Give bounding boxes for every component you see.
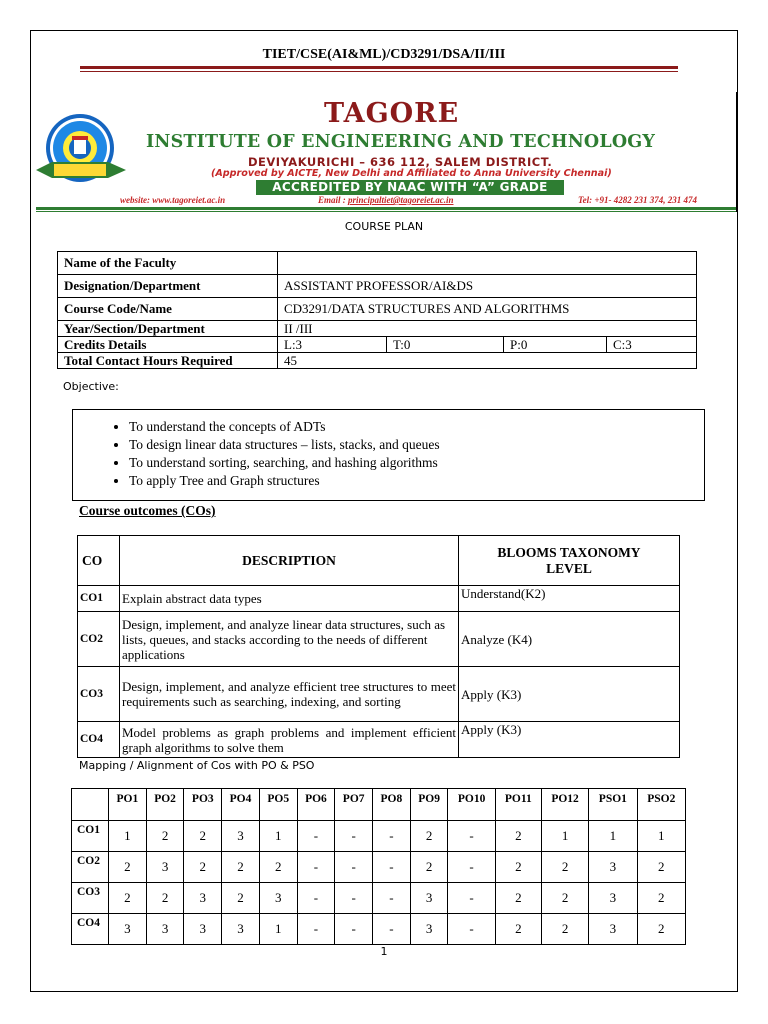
page-title: COURSE PLAN [344, 220, 424, 233]
mapping-col-header: PO11 [495, 789, 541, 821]
mapping-col-header: PO4 [222, 789, 260, 821]
mapping-col-header: PO1 [109, 789, 147, 821]
table-row [78, 722, 680, 758]
col-blooms: BLOOMS TAXONOMY LEVEL [459, 536, 680, 586]
mapping-row-header: CO1 [72, 821, 109, 852]
mapping-row-header: CO3 [72, 883, 109, 914]
mapping-cell: 2 [541, 883, 588, 914]
mapping-cell: 3 [410, 883, 448, 914]
mapping-cell: 3 [589, 883, 637, 914]
co-level: Understand(K2) [459, 586, 680, 612]
mapping-cell: 3 [259, 883, 297, 914]
mapping-col-header: PO9 [410, 789, 448, 821]
email-label: Email : [318, 195, 349, 205]
course-label: Course Code/Name [58, 298, 278, 321]
mapping-cell: - [335, 821, 373, 852]
accreditation-banner: ACCREDITED BY NAAC WITH “A” GRADE [256, 180, 564, 195]
faculty-name-label: Name of the Faculty [58, 252, 278, 275]
approval-note: (Approved by AICTE, New Delhi and Affiliated to Anna University Chennai) [211, 168, 612, 179]
mapping-cell: 3 [146, 914, 184, 945]
mapping-cell: - [335, 852, 373, 883]
faculty-table [57, 251, 697, 369]
mapping-cell: - [297, 852, 335, 883]
mapping-cell: 3 [184, 914, 222, 945]
mapping-row-header: CO4 [72, 914, 109, 945]
institution-logo [34, 108, 130, 188]
mapping-cell: 3 [589, 914, 637, 945]
mapping-col-header: PO5 [259, 789, 297, 821]
mapping-cell: 1 [589, 821, 637, 852]
mapping-cell: - [448, 914, 495, 945]
table-row [78, 612, 680, 667]
list-item: • To design linear data structures – lists, stacks, and queues [129, 436, 704, 454]
mapping-col-header: PO10 [448, 789, 495, 821]
course-value: CD3291/DATA STRUCTURES AND ALGORITHMS [278, 298, 697, 321]
mapping-cell: 3 [184, 883, 222, 914]
table-row [58, 321, 697, 337]
mapping-cell: 2 [541, 852, 588, 883]
mapping-cell: 2 [495, 883, 541, 914]
header-divider [36, 207, 736, 210]
hours-value: 45 [278, 353, 697, 369]
co-description: Explain abstract data types [120, 586, 459, 612]
mapping-cell: - [448, 883, 495, 914]
table-row [58, 275, 697, 298]
credits-label: Credits Details [58, 337, 278, 353]
credit-p: P:0 [504, 337, 607, 353]
table-row [58, 353, 697, 369]
table-header-row [78, 536, 680, 586]
table-row [72, 852, 686, 883]
table-row [58, 252, 697, 275]
mapping-cell: 1 [109, 821, 147, 852]
website-link[interactable]: website: www.tagoreiet.ac.in [120, 195, 226, 205]
mapping-cell: - [297, 914, 335, 945]
mapping-cell: 2 [410, 852, 448, 883]
mapping-cell: 2 [541, 914, 588, 945]
credit-l: L:3 [278, 337, 387, 353]
co-level: Analyze (K4) [459, 612, 680, 667]
mapping-cell: - [373, 821, 411, 852]
email-line [318, 195, 454, 205]
co-id: CO2 [78, 612, 120, 667]
mapping-cell: 2 [637, 883, 685, 914]
mapping-cell: 3 [589, 852, 637, 883]
mapping-cell: 3 [146, 852, 184, 883]
mapping-cell: - [297, 883, 335, 914]
mapping-col-header: PO8 [373, 789, 411, 821]
corner-cell [72, 789, 109, 821]
mapping-col-header: PO6 [297, 789, 335, 821]
mapping-cell: 3 [410, 914, 448, 945]
co-id: CO3 [78, 667, 120, 722]
co-description: Design, implement, and analyze efficient tree structures to meet requirements such as searching, indexing, and sorting [120, 667, 459, 722]
page-number: 1 [380, 945, 388, 958]
list-item: • To apply Tree and Graph structures [129, 472, 704, 490]
table-row [58, 298, 697, 321]
co-description: Design, implement, and analyze linear data structures, such as lists, queues, and stacks according to the needs of different applications [120, 612, 459, 667]
mapping-cell: 3 [222, 821, 260, 852]
faculty-name-value [278, 252, 697, 275]
mapping-cell: 2 [222, 852, 260, 883]
mapping-cell: - [373, 852, 411, 883]
co-level: Apply (K3) [459, 667, 680, 722]
outcomes-heading: Course outcomes (COs) [79, 503, 216, 518]
list-item: • To understand the concepts of ADTs [129, 418, 704, 436]
mapping-cell: 2 [410, 821, 448, 852]
mapping-cell: - [373, 883, 411, 914]
mapping-cell: 2 [109, 883, 147, 914]
mapping-col-header: PSO1 [589, 789, 637, 821]
mapping-table [71, 788, 686, 945]
mapping-cell: - [297, 821, 335, 852]
document-code: TIET/CSE(AI&ML)/CD3291/DSA/II/III [262, 47, 506, 62]
designation-value: ASSISTANT PROFESSOR/AI&DS [278, 275, 697, 298]
mapping-cell: 2 [259, 852, 297, 883]
year-label: Year/Section/Department [58, 321, 278, 337]
table-row [78, 586, 680, 612]
mapping-cell: 1 [541, 821, 588, 852]
table-row [78, 667, 680, 722]
objective-box [72, 409, 705, 501]
mapping-cell: 2 [495, 914, 541, 945]
year-value: II /III [278, 321, 697, 337]
mapping-cell: - [335, 914, 373, 945]
margin-line [736, 92, 738, 212]
co-id: CO4 [78, 722, 120, 758]
mapping-cell: 1 [259, 821, 297, 852]
objective-label: Objective: [63, 380, 119, 393]
mapping-cell: 2 [495, 852, 541, 883]
mapping-cell: 2 [495, 821, 541, 852]
co-level: Apply (K3) [459, 722, 680, 758]
outcomes-table [77, 535, 680, 758]
mapping-cell: 2 [109, 852, 147, 883]
col-description: DESCRIPTION [120, 536, 459, 586]
mapping-label: Mapping / Alignment of Cos with PO & PSO [79, 759, 315, 772]
table-row [72, 821, 686, 852]
co-id: CO1 [78, 586, 120, 612]
designation-label: Designation/Department [58, 275, 278, 298]
mapping-col-header: PO2 [146, 789, 184, 821]
col-co: CO [78, 536, 120, 586]
mapping-cell: 2 [637, 914, 685, 945]
mapping-cell: 2 [184, 852, 222, 883]
telephone: Tel: +91- 4282 231 374, 231 474 [578, 195, 698, 205]
mapping-cell: 2 [637, 852, 685, 883]
header-rule-thin [80, 71, 678, 72]
mapping-cell: 1 [637, 821, 685, 852]
mapping-cell: 1 [259, 914, 297, 945]
table-row [58, 337, 697, 353]
mapping-cell: 2 [222, 883, 260, 914]
objective-list [73, 418, 704, 490]
mapping-col-header: PSO2 [637, 789, 685, 821]
mapping-cell: - [448, 821, 495, 852]
institution-full-name: INSTITUTE OF ENGINEERING AND TECHNOLOGY [146, 132, 656, 152]
mapping-cell: 3 [222, 914, 260, 945]
table-row [72, 883, 686, 914]
hours-label: Total Contact Hours Required [58, 353, 278, 369]
mapping-row-header: CO2 [72, 852, 109, 883]
mapping-cell: 3 [109, 914, 147, 945]
institution-address: DEVIYAKURICHI – 636 112, SALEM DISTRICT. [248, 155, 553, 169]
mapping-cell: - [335, 883, 373, 914]
credit-c: C:3 [607, 337, 697, 353]
mapping-col-header: PO12 [541, 789, 588, 821]
header-rule [80, 66, 678, 69]
table-header-row [72, 789, 686, 821]
table-row [72, 914, 686, 945]
institution-short-name: TAGORE [324, 98, 460, 129]
mapping-cell: 2 [184, 821, 222, 852]
mapping-cell: - [448, 852, 495, 883]
mapping-col-header: PO7 [335, 789, 373, 821]
credit-t: T:0 [387, 337, 504, 353]
header-divider-thin [36, 211, 736, 212]
mapping-col-header: PO3 [184, 789, 222, 821]
email-link[interactable]: principaltiet@tagoreiet.ac.in [348, 195, 454, 205]
mapping-cell: 2 [146, 821, 184, 852]
mapping-cell: 2 [146, 883, 184, 914]
co-description: Model problems as graph problems and implement efficient graph algorithms to solve them [120, 722, 459, 758]
list-item: • To understand sorting, searching, and hashing algorithms [129, 454, 704, 472]
mapping-cell: - [373, 914, 411, 945]
